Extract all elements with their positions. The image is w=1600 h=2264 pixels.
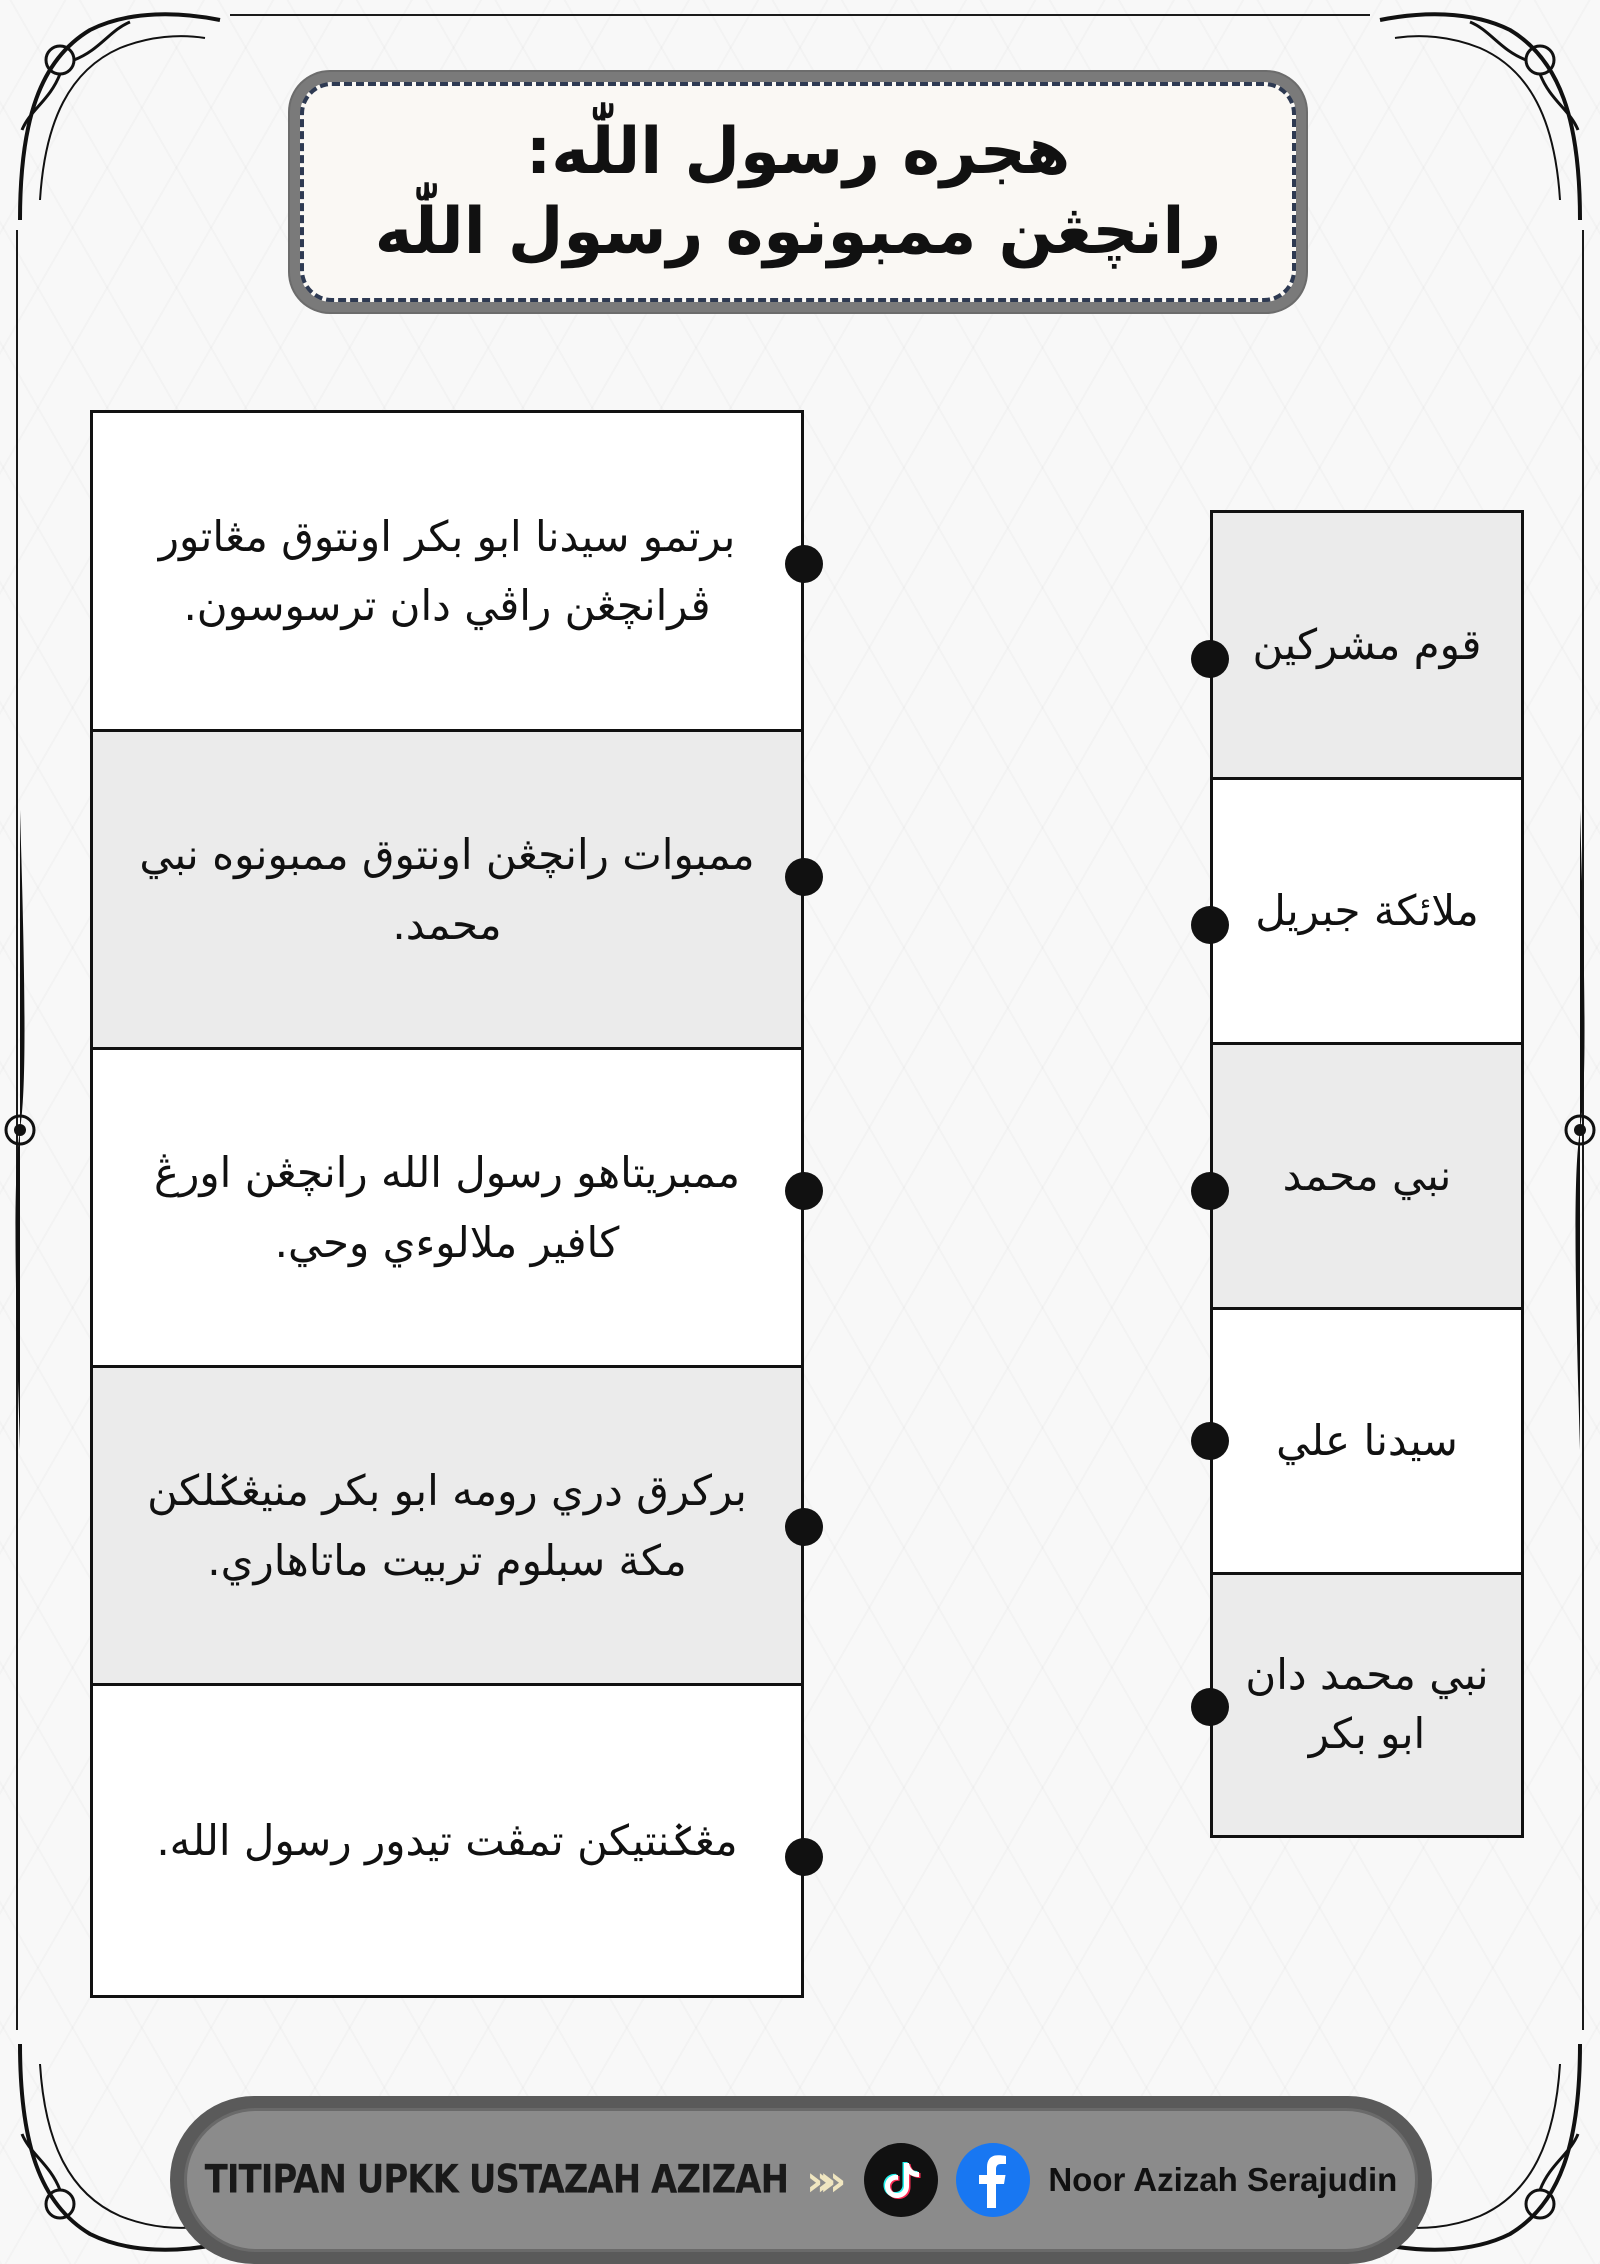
left-item-text: مڠݢنتيكن تمڤت تيدور رسول الله. xyxy=(156,1815,738,1865)
right-item-text: نبي محمد دان ابو بكر xyxy=(1245,1650,1489,1758)
left-item-text: ممبريتاهو رسول الله رانچڠن اورڠ كافير ملالوءي وحي. xyxy=(154,1148,740,1267)
author-name: Noor Azizah Serajudin xyxy=(1048,2161,1398,2198)
right-match-dot-5[interactable] xyxy=(1191,1688,1229,1726)
facebook-icon[interactable] xyxy=(956,2143,1030,2217)
right-column xyxy=(1210,510,1524,1838)
facebook-glyph-icon xyxy=(970,2152,1016,2208)
left-column xyxy=(90,410,804,1998)
left-match-dot-5[interactable] xyxy=(785,1838,823,1876)
corner-ornament-top-right xyxy=(1370,0,1600,230)
left-match-dot-3[interactable] xyxy=(785,1172,823,1210)
left-item-3 xyxy=(93,1050,801,1368)
double-arrow-icon: »» xyxy=(806,2155,833,2205)
right-match-dot-2[interactable] xyxy=(1191,906,1229,944)
side-ornament-left xyxy=(0,810,40,1450)
right-item-text: ملائكة جبريل xyxy=(1255,885,1479,935)
side-ornament-right xyxy=(1560,810,1600,1450)
left-item-text: بركرق دري رومه ابو بكر منيڠݢلكن مكة سبلوم تربيت ماتاهاري. xyxy=(147,1466,747,1585)
title-line-2: رانچڠن ممبونوه رسول اللّٰه xyxy=(374,195,1222,269)
right-match-dot-1[interactable] xyxy=(1191,640,1229,678)
right-item-text: نبي محمد xyxy=(1282,1150,1452,1200)
right-item-3 xyxy=(1213,1045,1521,1310)
corner-ornament-top-left xyxy=(0,0,230,230)
left-item-2 xyxy=(93,732,801,1050)
right-match-dot-4[interactable] xyxy=(1191,1422,1229,1460)
right-item-1 xyxy=(1213,513,1521,780)
right-item-2 xyxy=(1213,780,1521,1045)
footer-bar-inner xyxy=(184,2108,1418,2252)
right-item-5 xyxy=(1213,1575,1521,1835)
frame-top-line xyxy=(230,14,1370,16)
title-banner-inner xyxy=(300,82,1296,302)
left-match-dot-1[interactable] xyxy=(785,545,823,583)
tiktok-icon[interactable] xyxy=(864,2143,938,2217)
left-match-dot-4[interactable] xyxy=(785,1508,823,1546)
title-line-1: هجره رسول اللّٰه: xyxy=(525,115,1071,189)
left-item-1 xyxy=(93,413,801,732)
right-item-4 xyxy=(1213,1310,1521,1575)
footer-bar xyxy=(170,2096,1432,2264)
right-match-dot-3[interactable] xyxy=(1191,1172,1229,1210)
left-item-text: برتمو سيدنا ابو بكر اونتوق مڠاتور ڤرانچڠن راڤي دان ترسوسون. xyxy=(158,511,736,630)
footer-title: TITIPAN UPKK USTAZAH AZIZAH xyxy=(204,2157,789,2203)
left-item-4 xyxy=(93,1368,801,1686)
left-match-dot-2[interactable] xyxy=(785,858,823,896)
tiktok-glyph-icon xyxy=(878,2157,924,2203)
right-item-text: قوم مشركين xyxy=(1252,619,1482,669)
left-item-text: ممبوات رانچڠن اونتوق ممبونوه نبي محمد. xyxy=(139,830,755,949)
right-item-text: سيدنا علي xyxy=(1276,1415,1458,1465)
title-banner xyxy=(290,72,1306,312)
left-item-5 xyxy=(93,1686,801,1995)
